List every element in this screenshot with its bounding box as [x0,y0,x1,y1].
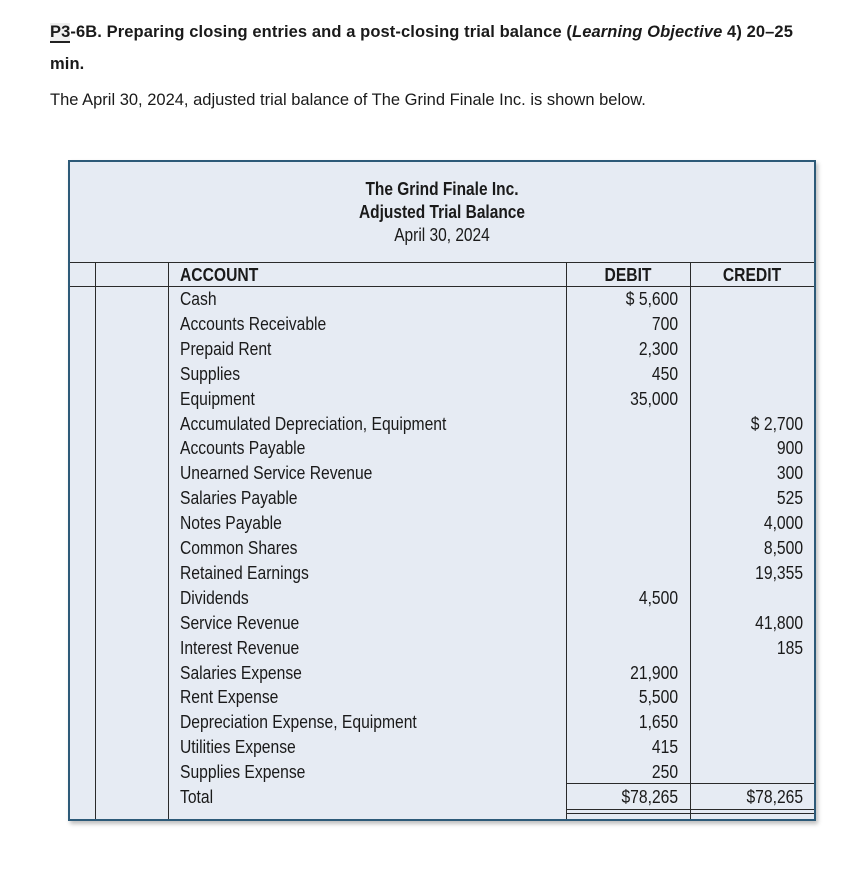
problem-title: -6B. Preparing closing entries and a post-closing trial balance ( [70,23,573,41]
table-row [70,760,814,785]
table-row [70,685,814,710]
debit-amount: $ 5,600 [625,289,678,309]
table-row [70,387,814,412]
total-row [70,785,814,810]
account-name: Salaries Payable [180,488,298,509]
account-name: Accounts Payable [180,438,306,459]
account-name: Total [180,787,214,807]
account-name: Accumulated Depreciation, Equipment [180,413,447,434]
table-row [70,661,814,686]
table-row [70,287,814,312]
debit-total: $78,265 [621,787,678,807]
debit-amount: 1,650 [638,712,678,733]
account-name: Equipment [180,388,255,409]
credit-amount: 41,800 [755,612,803,633]
debit-amount: 700 [651,313,678,334]
learning-objective-number: 4) 20–25 min. [50,23,793,73]
table-row [70,611,814,636]
debit-amount: 21,900 [630,662,678,683]
credit-amount: 8,500 [763,538,803,558]
account-name: Service Revenue [180,612,300,633]
account-name: Unearned Service Revenue [180,463,373,484]
statement-title: Adjusted Trial Balance [358,202,526,222]
debit-amount: 415 [651,737,678,758]
table-row [70,362,814,387]
credit-amount: 4,000 [763,513,803,534]
total-double-rule-2 [566,813,814,814]
table-row [70,486,814,511]
table-row [70,436,814,461]
credit-amount: 525 [776,488,803,509]
credit-amount: 185 [776,637,803,658]
table-row [70,561,814,586]
credit-amount: $ 2,700 [750,413,803,434]
debit-amount: 2,300 [638,338,678,359]
table-row [70,735,814,760]
account-name: Cash [180,289,217,309]
table-row [70,337,814,362]
debit-column-header: DEBIT [604,265,652,285]
trial-balance-header [70,162,814,262]
debit-amount: 450 [651,363,678,384]
debit-amount: 35,000 [630,388,678,409]
account-name: Prepaid Rent [180,338,272,359]
account-name: Salaries Expense [180,662,302,683]
credit-column-header: CREDIT [722,265,782,285]
problem-intro: The April 30, 2024, adjusted trial balance of The Grind Finale Inc. is shown below. [50,91,646,109]
account-name: Notes Payable [180,513,282,534]
account-name: Utilities Expense [180,737,296,758]
table-row [70,511,814,536]
account-name: Dividends [180,587,249,608]
account-name: Supplies [180,363,241,384]
table-row [70,312,814,337]
company-name: The Grind Finale Inc. [365,179,519,199]
account-name: Common Shares [180,538,298,558]
trial-balance-table [68,160,816,821]
debit-amount: 250 [651,762,678,783]
problem-number[interactable]: P3 [50,23,71,41]
account-name: Accounts Receivable [180,313,327,334]
credit-total: $78,265 [746,787,803,807]
credit-amount: 900 [776,438,803,459]
table-row [70,536,814,561]
table-row [70,412,814,437]
table-row [70,461,814,486]
debit-amount: 4,500 [638,587,678,608]
account-name: Depreciation Expense, Equipment [180,712,417,733]
debit-amount: 5,500 [638,687,678,708]
table-row [70,636,814,661]
account-name: Interest Revenue [180,637,300,658]
account-name: Retained Earnings [180,562,309,583]
learning-objective-label: Learning Objective [572,23,723,41]
account-name: Rent Expense [180,687,279,708]
table-row [70,710,814,735]
problem-heading [50,16,830,80]
credit-amount: 300 [776,463,803,484]
account-name: Supplies Expense [180,762,306,783]
table-row [70,586,814,611]
account-column-header: ACCOUNT [180,265,259,285]
credit-amount: 19,355 [755,562,803,583]
statement-date: April 30, 2024 [394,225,490,245]
